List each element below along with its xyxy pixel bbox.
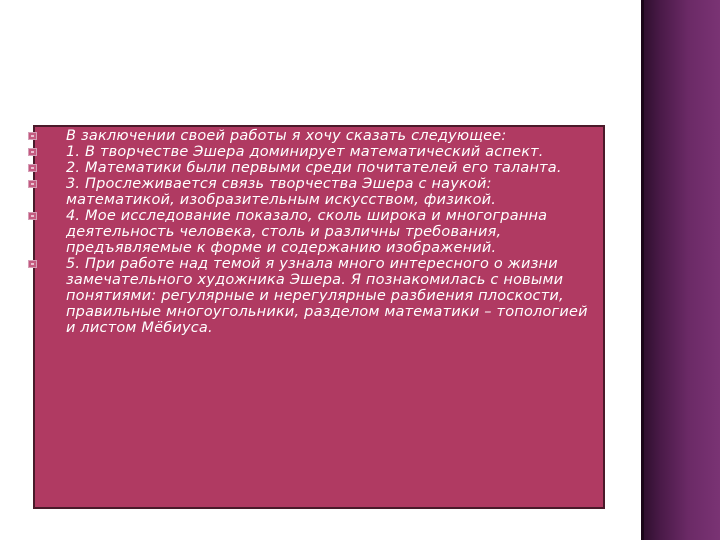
bullet-text: В заключении своей работы я хочу сказать следующее: (66, 128, 507, 144)
bullet-item-5 (34, 256, 604, 336)
bullet-list (34, 126, 604, 336)
square-bullet-icon (28, 212, 37, 220)
bullet-item-4 (34, 208, 604, 256)
bullet-text: 3. Прослеживается связь творчества Эшера с наукой: математикой, изобразительным искусством, физикой. (66, 176, 497, 208)
square-bullet-icon (28, 132, 37, 140)
bullet-item-3 (34, 176, 604, 208)
bullet-item-1 (34, 144, 604, 160)
square-bullet-icon (28, 148, 37, 156)
bullet-text: 1. В творчестве Эшера доминирует математический аспект. (66, 144, 544, 160)
square-bullet-icon (28, 164, 37, 172)
bullet-text: 2. Математики были первыми среди почитателей его таланта. (66, 160, 562, 176)
bullet-text: 4. Мое исследование показало, сколь широка и многогранна деятельность человека, столь и различны требования, предъявляемые к форме и содержанию изображений. (66, 208, 548, 256)
bullet-item-2 (34, 160, 604, 176)
decorative-side-bar (641, 0, 720, 540)
square-bullet-icon (28, 260, 37, 268)
bullet-text: 5. При работе над темой я узнала много интересного о жизни замечательного художника Эшера. Я познакомилась с новыми понятиями: регулярные и нерегулярные разбиения плоскости, правильные многоугольники, разделом математики – топологией и листом Мёбиуса. (66, 256, 588, 336)
bullet-item-intro (34, 128, 604, 144)
square-bullet-icon (28, 180, 37, 188)
